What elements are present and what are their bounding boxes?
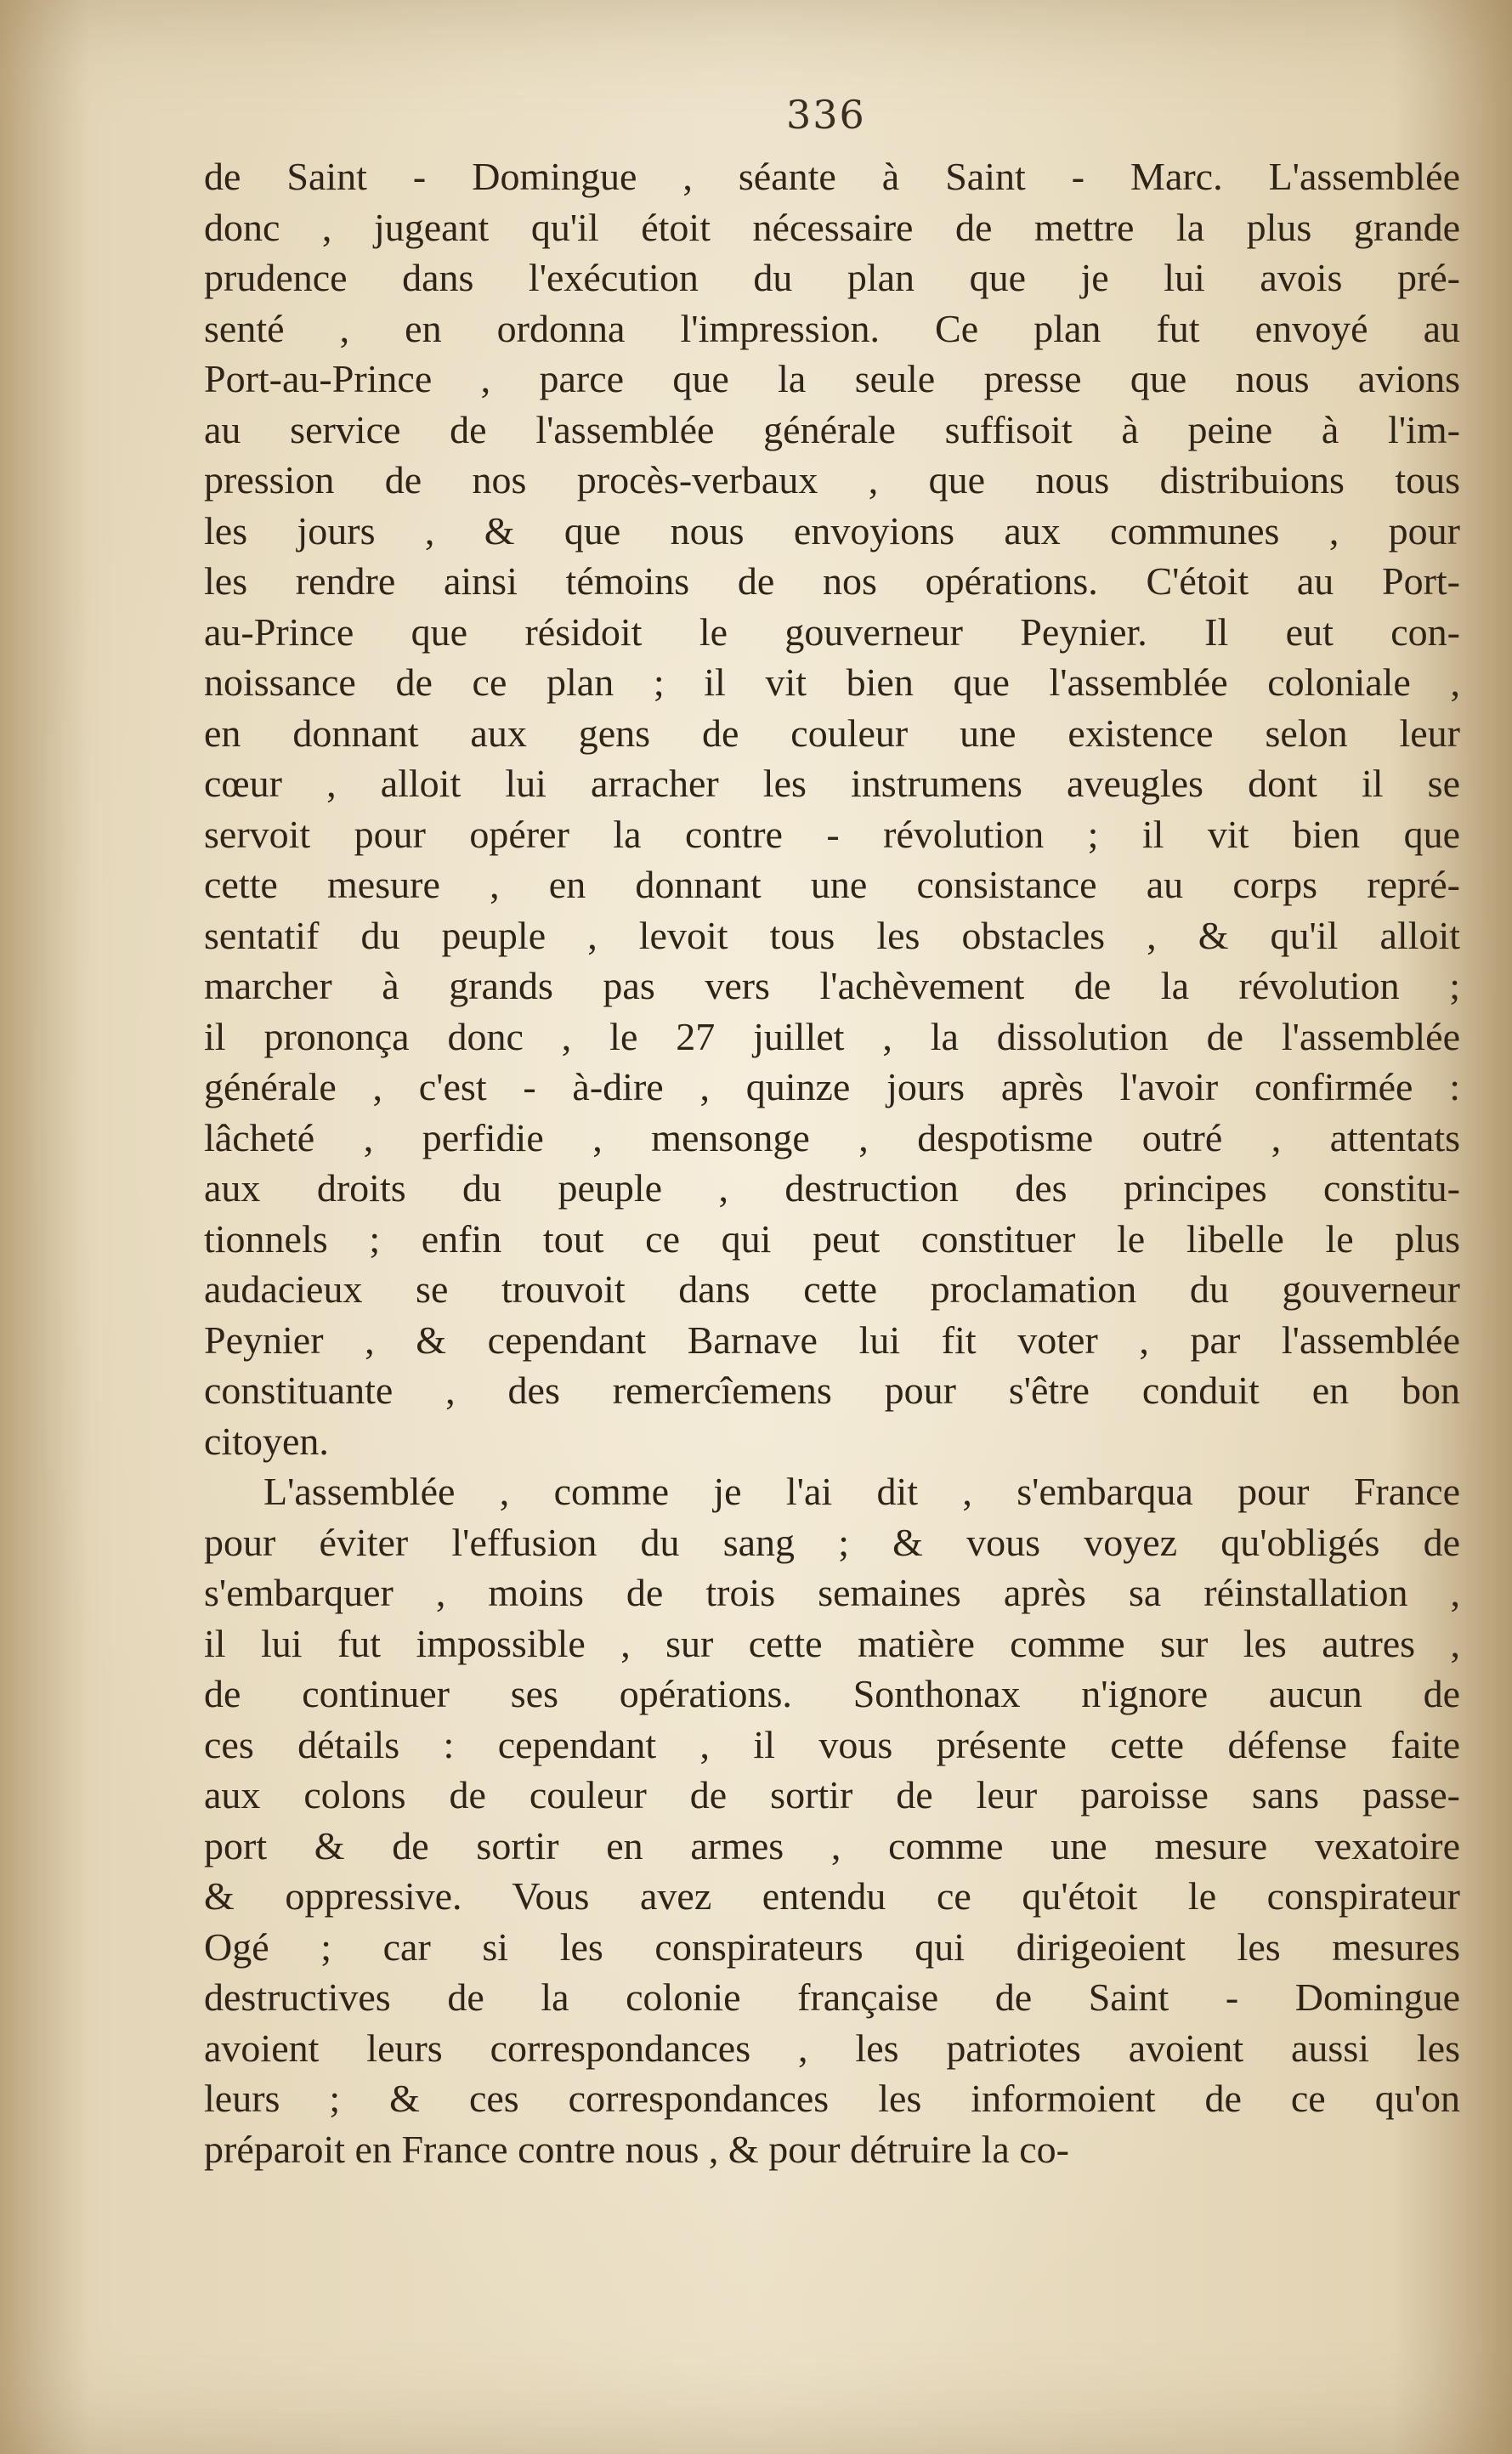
page-number: 336 xyxy=(786,92,866,138)
text-line: de continuer ses opérations. Sonthonax n'ignore aucun de xyxy=(204,1672,1460,1715)
text-line: pression de nos procès-verbaux , que nous distribuions tous xyxy=(204,458,1460,502)
text-line: générale , c'est - à-dire , quinze jours après l'avoir confirmée : xyxy=(204,1065,1460,1108)
text-line: s'embarquer , moins de trois semaines après sa réinstallation , xyxy=(204,1571,1460,1614)
text-line: tionnels ; enfin tout ce qui peut constituer le libelle le plus xyxy=(204,1216,1460,1261)
text-line: prudence dans l'exécution du plan que je lui avois pré- xyxy=(204,256,1460,299)
text-line: audacieux se trouvoit dans cette proclamation du gouverneur xyxy=(204,1267,1460,1311)
text-line: préparoit en France contre nous , & pour détruire la co- xyxy=(204,2127,1069,2171)
text-line: constituante , des remercîemens pour s'être conduit en bon xyxy=(204,1369,1460,1412)
text-line: de Saint - Domingue , séante à Saint - Marc. L'assemblée xyxy=(204,155,1460,198)
text-line: avoient leurs correspondances , les patriotes avoient aussi les xyxy=(204,2026,1460,2070)
text-line: servoit pour opérer la contre - révolution ; il vit bien que xyxy=(204,812,1460,856)
text-line: leurs ; & ces correspondances les informoient de ce qu'on xyxy=(204,2077,1460,2120)
text-line: donc , jugeant qu'il étoit nécessaire de mettre la plus grande xyxy=(204,205,1460,249)
text-line: marcher à grands pas vers l'achèvement de la révolution ; xyxy=(204,964,1460,1007)
text-line: lâcheté , perfidie , mensonge , despotisme outré , attentats xyxy=(204,1115,1460,1159)
text-line: au-Prince que résidoit le gouverneur Peynier. Il eut con- xyxy=(204,609,1460,654)
text-line: aux colons de couleur de sortir de leur paroisse sans passe- xyxy=(204,1773,1460,1816)
text-line: il lui fut impossible , sur cette matière comme sur les autres , xyxy=(204,1621,1460,1665)
text-line: cœur , alloit lui arracher les instrumens aveugles dont il se xyxy=(204,762,1460,805)
text-line: pour éviter l'effusion du sang ; & vous voyez qu'obligés de xyxy=(204,1520,1460,1564)
text-line: les jours , & que nous envoyions aux communes , pour xyxy=(204,508,1460,553)
text-line: senté , en ordonna l'impression. Ce plan fut envoyé au xyxy=(204,306,1460,350)
text-line: Port-au-Prince , parce que la seule presse que nous avions xyxy=(204,357,1460,400)
text-line: L'assemblée , comme je l'ai dit , s'embarqua pour France xyxy=(263,1470,1460,1513)
text-line: cette mesure , en donnant une consistance au corps repré- xyxy=(204,863,1460,906)
text-line: Peynier , & cependant Barnave lui fit voter , par l'assemblée xyxy=(204,1318,1460,1362)
text-line: destructives de la colonie française de Saint - Domingue xyxy=(204,1975,1460,2019)
text-line: les rendre ainsi témoins de nos opérations. C'étoit au Port- xyxy=(204,559,1460,603)
text-line: noissance de ce plan ; il vit bien que l'assemblée coloniale , xyxy=(204,660,1460,704)
text-line: port & de sortir en armes , comme une mesure vexatoire xyxy=(204,1823,1460,1867)
text-line: en donnant aux gens de couleur une existence selon leur xyxy=(204,711,1460,755)
text-line: aux droits du peuple , destruction des principes constitu- xyxy=(204,1166,1460,1210)
text-line: Ogé ; car si les conspirateurs qui dirigeoient les mesures xyxy=(204,1924,1460,1969)
text-line: sentatif du peuple , levoit tous les obstacles , & qu'il alloit xyxy=(204,913,1460,957)
text-line: & oppressive. Vous avez entendu ce qu'étoit le conspirateur xyxy=(204,1874,1460,1918)
body-text xyxy=(204,151,1460,2174)
text-line: ces détails : cependant , il vous présente cette défense faite xyxy=(204,1722,1460,1766)
text-line: au service de l'assemblée générale suffisoit à peine à l'im- xyxy=(204,407,1460,451)
text-line: citoyen. xyxy=(204,1419,329,1463)
text-line: il prononça donc , le 27 juillet , la dissolution de l'assemblée xyxy=(204,1014,1460,1058)
